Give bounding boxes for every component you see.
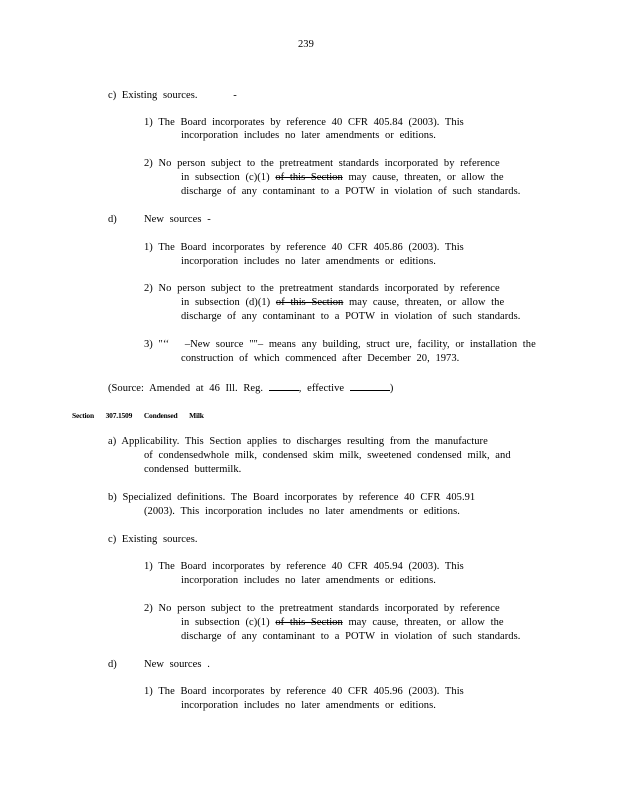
page-number: 239 — [298, 39, 314, 50]
paragraph-d3-line2: construction of which commenced after December 20, 1973. — [181, 353, 460, 364]
paragraph-a-line3: condensed buttermilk. — [144, 464, 242, 475]
paragraph-d2-line3: discharge of any contaminant to a POTW in violation of such standards. — [181, 311, 521, 322]
source-note-c: ) — [389, 383, 394, 394]
paragraph-c2-line1: 2) No person subject to the pretreatment standards incorporated by reference — [144, 158, 500, 169]
paragraph-b-line1: b) Specialized definitions. The Board incorporates by reference 40 CFR 405.91 — [108, 492, 476, 503]
paragraph-c1-line1: 1) The Board incorporates by reference 40 CFR 405.84 (2003). This — [144, 117, 464, 128]
paragraph-d1-line1: 1) The Board incorporates by reference 40 CFR 405.86 (2003). This — [144, 242, 464, 253]
paragraph-d2-line1: 2) No person subject to the pretreatment standards incorporated by reference — [144, 283, 500, 294]
paragraph-d2-line2 — [181, 296, 504, 309]
paragraph-a-line2: of condensedwhole milk, condensed skim milk, sweetened condensed milk, and — [144, 450, 511, 461]
paragraph-a-line1: a) Applicability. This Section applies to discharges resulting from the manufacture — [108, 436, 488, 447]
struck-text: of this Section — [275, 172, 343, 183]
paragraph-c21-line1: 1) The Board incorporates by reference 40 CFR 405.94 (2003). This — [144, 561, 464, 572]
paragraph-d2-line2-a: in subsection (d)(1) — [181, 297, 271, 308]
paragraph-d21-line1: 1) The Board incorporates by reference 40 CFR 405.96 (2003). This — [144, 686, 464, 697]
paragraph-c22-line2 — [181, 616, 504, 629]
paragraph-c22-line2-b: may cause, threaten, or allow the — [348, 617, 504, 628]
section-number: 307.1509 — [105, 411, 133, 420]
paragraph-c1-line2: incorporation includes no later amendments or editions. — [181, 130, 436, 141]
subsection-d2-heading — [144, 658, 210, 671]
blank-line — [350, 380, 390, 391]
subsection-d-heading-text: New sources — [144, 214, 202, 225]
paragraph-c22-line2-a: in subsection (c)(1) — [181, 617, 270, 628]
paragraph-c22-line1: 2) No person subject to the pretreatment standards incorporated by reference — [144, 603, 500, 614]
blank-line — [269, 380, 299, 391]
source-note — [108, 380, 393, 395]
section-label: Section — [72, 411, 94, 420]
paragraph-c2-line3: discharge of any contaminant to a POTW in violation of such standards. — [181, 186, 521, 197]
paragraph-c2-line2 — [181, 171, 504, 184]
paragraph-d2-line2-b: may cause, threaten, or allow the — [349, 297, 505, 308]
subsection-d2-letter: d) — [108, 659, 117, 670]
subsection-c-heading-mark: - — [233, 90, 237, 101]
subsection-d-letter: d) — [108, 214, 117, 225]
source-note-b: , effective — [298, 383, 345, 394]
struck-text: of this Section — [275, 617, 343, 628]
struck-text: of this Section — [275, 297, 344, 308]
section-heading — [72, 409, 204, 422]
subsection-d2-heading-text: New sources — [144, 659, 202, 670]
subsection-d2-heading-mark: . — [207, 659, 210, 670]
subsection-c2-heading: c) Existing sources. — [108, 534, 198, 545]
paragraph-d3-quote: 3) "‘‘ — [144, 339, 170, 350]
paragraph-d1-line2: incorporation includes no later amendments or editions. — [181, 256, 436, 267]
paragraph-d3-term: –New source " — [184, 339, 254, 350]
source-note-a: (Source: Amended at 46 Ill. Reg. — [108, 383, 264, 394]
paragraph-c2-line2-a: in subsection (c)(1) — [181, 172, 270, 183]
paragraph-b-line2: (2003). This incorporation includes no later amendments or editions. — [144, 506, 460, 517]
paragraph-d3-definition: "– means any building, struct ure, facility, or installation the — [253, 339, 536, 350]
paragraph-d3-line1 — [144, 338, 536, 351]
section-title: Condensed Milk — [143, 411, 204, 420]
subsection-c-heading-text: c) Existing sources. — [108, 90, 198, 101]
subsection-c-heading — [108, 89, 237, 102]
subsection-d-heading — [144, 213, 211, 226]
paragraph-d21-line2: incorporation includes no later amendments or editions. — [181, 700, 436, 711]
paragraph-c21-line2: incorporation includes no later amendments or editions. — [181, 575, 436, 586]
paragraph-c2-line2-b: may cause, threaten, or allow the — [348, 172, 504, 183]
subsection-d-heading-mark: - — [207, 214, 211, 225]
paragraph-c22-line3: discharge of any contaminant to a POTW in violation of such standards. — [181, 631, 521, 642]
